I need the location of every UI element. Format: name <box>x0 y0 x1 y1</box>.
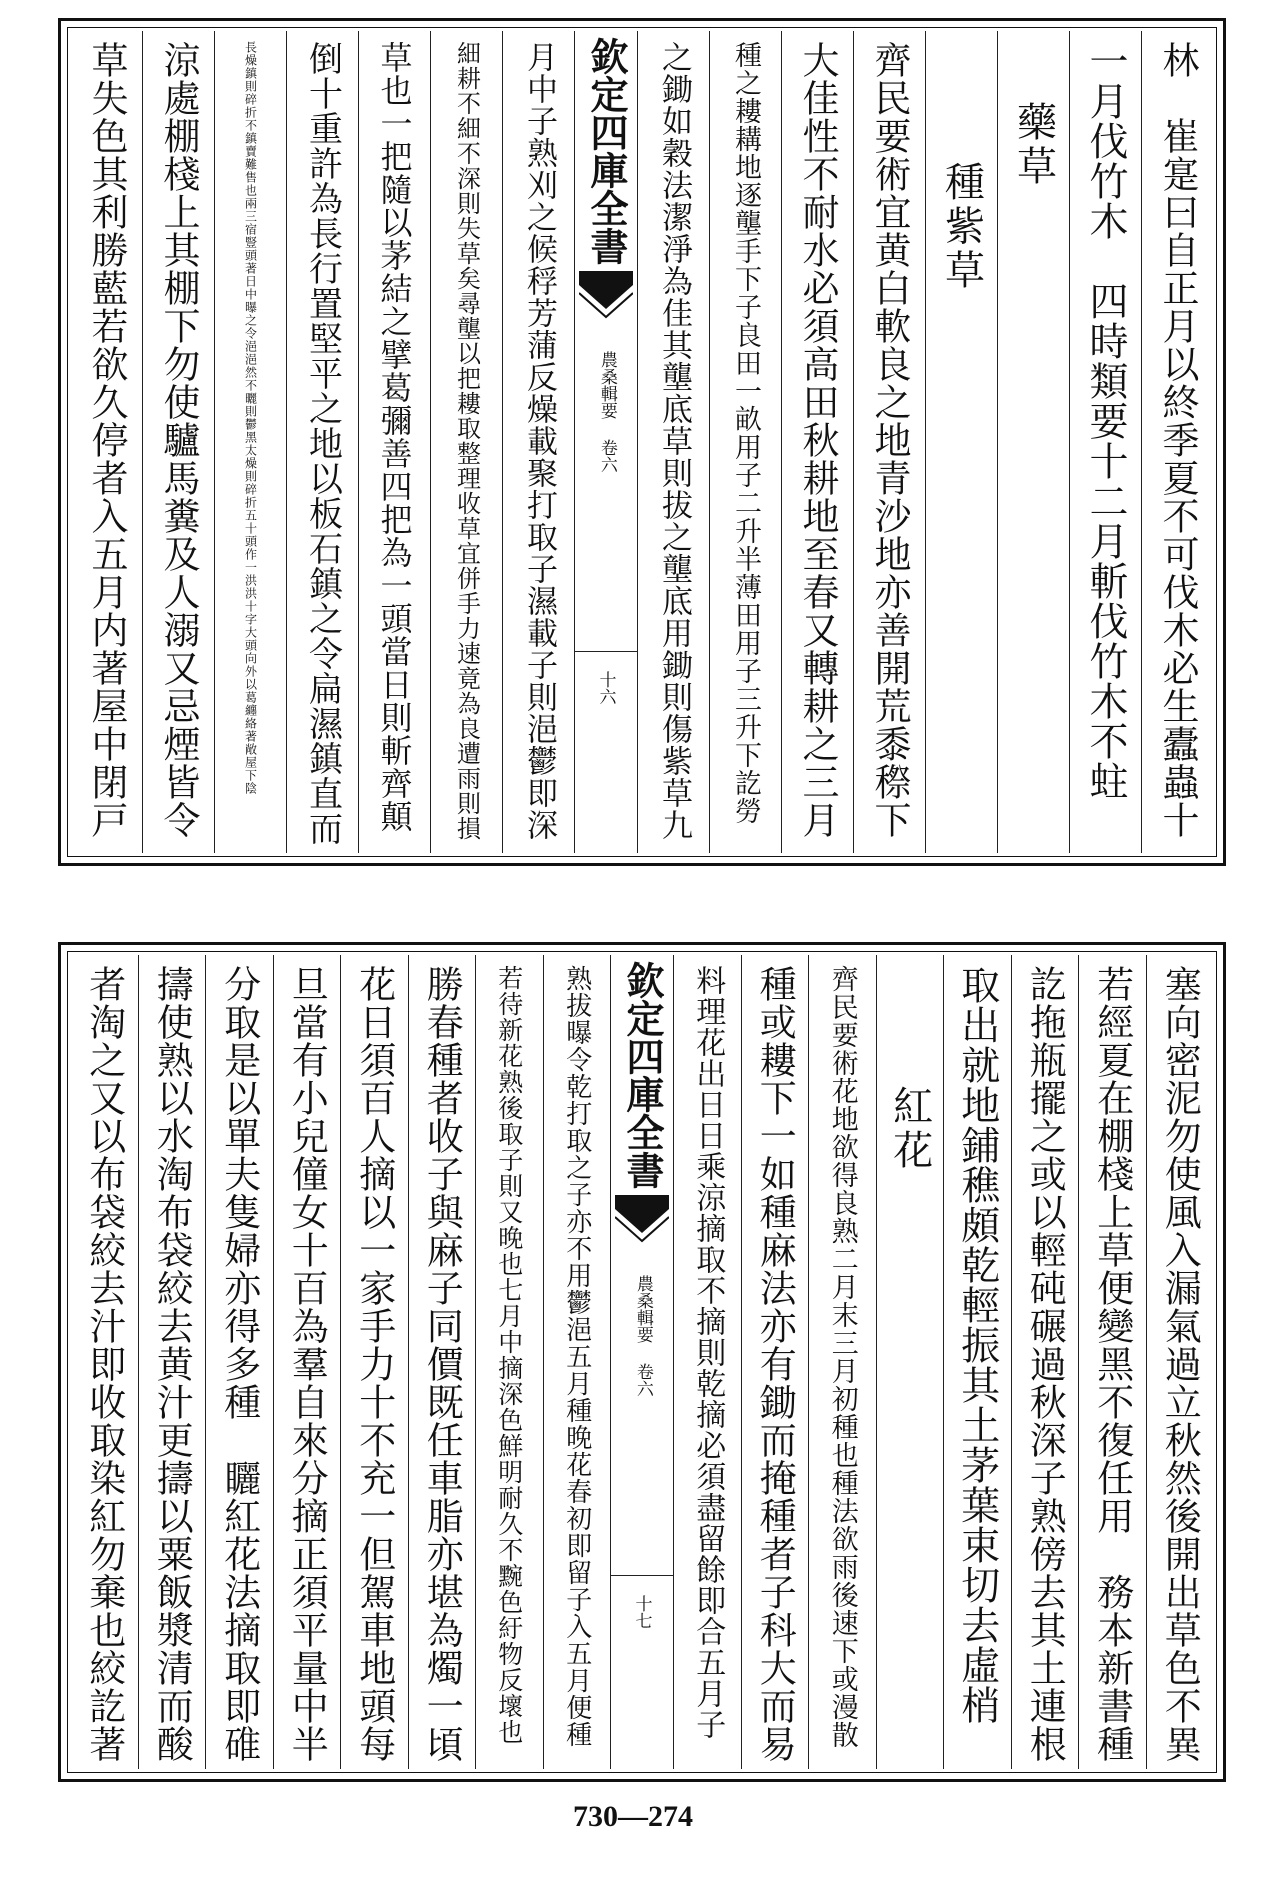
subsection-heading: 紅花 <box>886 1085 933 1173</box>
column-text: 一月伐竹木 四時類要十二月斬伐竹木不蛀 <box>1083 41 1128 801</box>
text-column <box>943 955 1011 1769</box>
divider <box>611 1575 673 1576</box>
text-column <box>997 31 1069 853</box>
volume-name: 卷六 <box>596 439 617 473</box>
text-column <box>273 955 341 1769</box>
collection-title: 欽定四庫全書 <box>583 37 629 265</box>
collection-title: 欽定四庫全書 <box>619 961 665 1189</box>
column-text: 長燥鎮則碎折不鎮賣難售也兩三宿豎頭著日中曝之令浥浥然不曬則鬱黑太燥則碎折五十頭作一洪洪十字大頭向外以葛纏絡著敞屋下陰 <box>243 41 258 795</box>
bottom-columns <box>71 955 1213 1769</box>
column-text: 熟拔曝令乾打取之子亦不用鬱浥五月種晚花春初即留子入五月便種 <box>561 965 592 1748</box>
column-text: 若待新花熟後取子則又晚也七月中摘深色鮮明耐久不黦色紆物反壞也 <box>494 965 524 1745</box>
text-column <box>808 955 876 1769</box>
text-column <box>1141 31 1213 853</box>
fish-tail-ornament-icon <box>615 1195 669 1251</box>
text-column <box>205 955 273 1769</box>
text-column <box>1011 955 1079 1769</box>
book-name: 農桑輯要 <box>632 1275 653 1343</box>
text-column <box>637 31 709 853</box>
column-text: 林 崔寔曰自正月以終季夏不可伐木必生蠹蟲十 <box>1156 41 1199 839</box>
column-text: 塞向密泥勿使風入漏氣過立秋然後開出草色不異 <box>1158 965 1202 1763</box>
text-column <box>1069 31 1141 853</box>
column-text: 細耕不細不深則失草矣尋壟以把耬取整理收草宜併手力速竟為良遭雨則損 <box>452 41 481 841</box>
column-text: 種或耬下一如種麻法亦有鋤而掩種者子科大而易 <box>753 965 797 1763</box>
divider <box>575 651 637 652</box>
page-number: 730—274 <box>573 1800 693 1833</box>
column-text: 倒十重許為長行置堅平之地以板石鎮之令扁濕鎮直而 <box>302 41 343 846</box>
column-text: 擣使熟以水淘布袋絞去黄汁更擣以粟飯漿清而酸 <box>150 965 194 1763</box>
text-column <box>673 955 741 1769</box>
column-text: 之鋤如穀法潔淨為佳其壟底草則拔之壟底用鋤則傷紫草九 <box>656 41 692 841</box>
center-fold-column <box>610 955 673 1769</box>
column-text: 訖拖瓶擺之或以輕砘碾過秋深子熟傍去其土連根 <box>1023 965 1067 1763</box>
text-column <box>286 31 358 853</box>
column-text: 涼處棚棧上其棚下勿使驢馬糞及人溺又忌煙皆令 <box>157 41 200 839</box>
text-column <box>741 955 809 1769</box>
text-column <box>475 955 543 1769</box>
section-heading: 藥草 <box>1010 101 1057 189</box>
fish-tail-ornament-icon <box>579 271 633 327</box>
text-column <box>71 955 138 1769</box>
column-text: 者淘之又以布袋絞去汁即收取染紅勿棄也絞訖著 <box>82 965 126 1763</box>
center-fold-column <box>574 31 637 853</box>
text-column <box>138 955 206 1769</box>
column-text: 大佳性不耐水必須高田秋耕地至春又轉耕之三月 <box>796 41 839 839</box>
text-column <box>543 955 611 1769</box>
column-text: 旦當有小兒僮女十百為羣自來分摘正須平量中半 <box>285 965 329 1763</box>
text-column <box>340 955 408 1769</box>
text-column <box>358 31 430 853</box>
column-text: 勝春種者收子與麻子同價既任車脂亦堪為燭一頃 <box>420 965 464 1763</box>
text-column <box>1146 955 1214 1769</box>
column-text: 月中子熟刈之候稃芳蒲反燥載聚打取子濕載子則浥鬱即深 <box>521 41 557 841</box>
top-page-panel <box>58 18 1226 866</box>
text-column <box>502 31 574 853</box>
book-title <box>597 351 615 473</box>
text-column <box>709 31 781 853</box>
column-text: 花日須百人摘以一家手力十不充一但駕車地頭每 <box>352 965 396 1763</box>
text-column <box>214 31 286 853</box>
book-title <box>633 1275 651 1397</box>
text-column <box>925 31 997 853</box>
column-text: 齊民要術花地欲得良熟二月末三月初種也種法欲雨後速下或漫散 <box>826 965 858 1749</box>
column-text: 分取是以單夫隻婦亦得多種 矖紅花法摘取即碓 <box>217 965 261 1763</box>
column-text: 料理花出日日乘涼摘取不摘則乾摘必須盡留餘即合五月子 <box>690 965 726 1740</box>
text-column <box>876 955 944 1769</box>
column-text: 齊民要術宜黄白軟良之地青沙地亦善開荒黍穄下 <box>868 41 911 839</box>
text-column <box>853 31 925 853</box>
text-column <box>71 31 142 853</box>
text-column <box>430 31 502 853</box>
column-text: 草失色其利勝藍若欲久停者入五月内著屋中閉戸 <box>85 41 128 839</box>
top-columns <box>71 31 1213 853</box>
column-text: 種之耬耩地逐壟手下子良田一畝用子二升半薄田用子三升下訖勞 <box>730 41 761 825</box>
folio-number: 十七 <box>631 1595 652 1629</box>
text-column <box>142 31 214 853</box>
volume-name: 卷六 <box>632 1363 653 1397</box>
column-text: 草也一把隨以茅結之擘葛彌善四把為一頭當日則斬齊顛 <box>375 41 414 833</box>
text-column <box>1078 955 1146 1769</box>
bottom-page-panel <box>58 942 1226 1782</box>
text-column <box>781 31 853 853</box>
book-name: 農桑輯要 <box>596 351 617 419</box>
column-text: 取出就地鋪穛頗乾輕振其土茅葉束切去虛梢 <box>954 965 1000 1725</box>
folio-number: 十六 <box>595 671 616 705</box>
subsection-heading: 種紫草 <box>938 161 985 293</box>
column-text: 若經夏在棚棧上草便變黑不復任用 務本新書種 <box>1090 965 1134 1763</box>
text-column <box>408 955 476 1769</box>
